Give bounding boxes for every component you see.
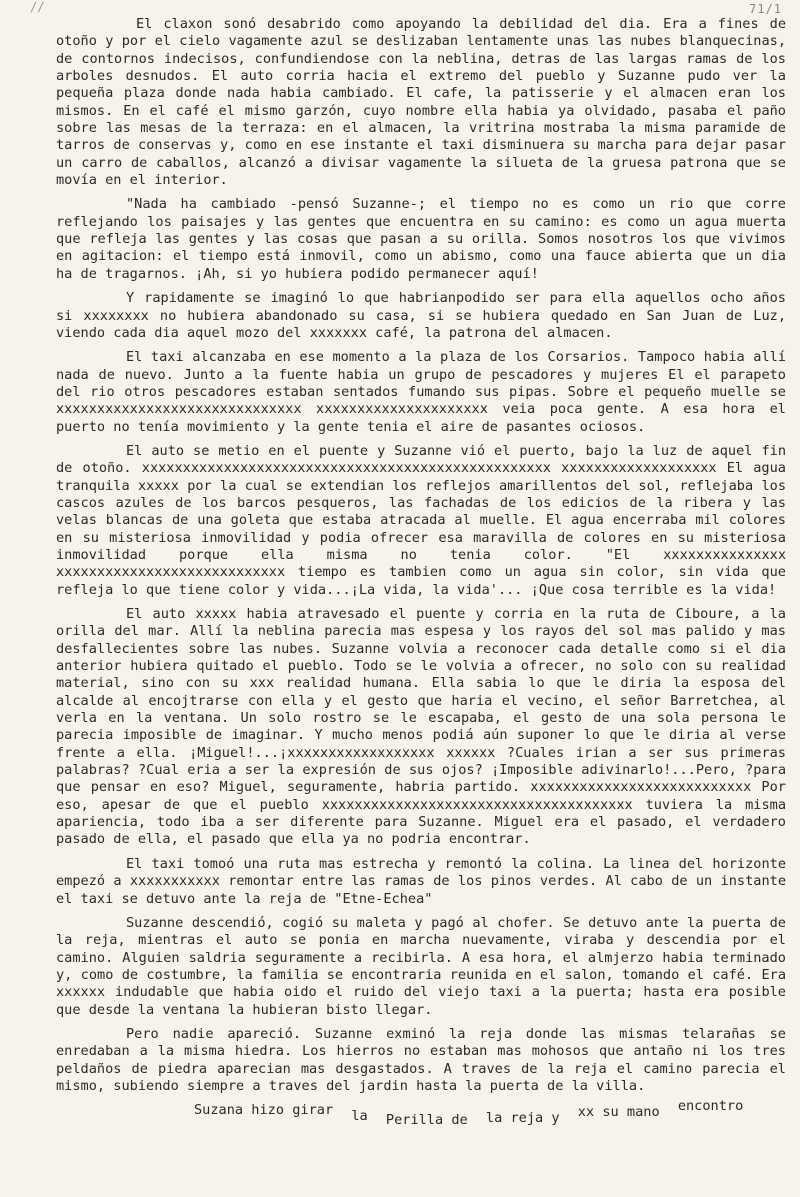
closing-word: encontro <box>677 1098 744 1115</box>
paragraph-8: Suzanne descendió, cogió su maleta y pagó al chofer. Se detuvo ante la puerta de la reja, mientras el auto se ponia en marcha nuevamente, viraba y descendia por el camino. Alguien saldria seguramente a recibirla. A esa hora, el almjerzo habia terminado y, como de costumbre, la familia se encontraria reunida en el salon, tomando el café. Era xxxxxx indudable que habia oido el ruido del viejo taxi a la puerta; hasta era posible que desde la ventana la hubieran bisto llegar. <box>56 914 786 1018</box>
paragraph-9: Pero nadie apareció. Suzanne exminó la reja donde las mismas telarañas se enredaban a la misma hiedra. Los hierros no estaban mas mohosos que antaño ni los tres peldaños de piedra aparecian mas desgastados. A traves de la reja el camino parecia el mismo, subiendo siempre a traves del jardin hasta la puerta de la villa. <box>56 1025 786 1094</box>
corner-mark: // <box>30 0 45 14</box>
paragraph-3: Y rapidamente se imaginó lo que habrianpodido ser para ella aquellos ocho años si xxxxxxxx no hubiera abandonado su casa, si se hubiera quedado en San Juan de Luz, viendo cada dia aquel mozo del xxxxxxx café, la patrona del almacen. <box>56 290 786 341</box>
paragraph-5: El auto se metio en el puente y Suzanne vió el puerto, bajo la luz de aquel fin de otoño. xxxxxxxxxxxxxxxxxxxxxxxxxxxxxxxxxxxxxxxxxxxxxxxxxx xxxxxxxxxxxxxxxxxxx El agua tranquila xxxxx por la cual se extendian los reflejos amarillentos del sol, reflejaba los cascos azules de los barcos pesqueros, las fachadas de los edicios de la ribera y las velas blancas de una goleta que estaba atracada al muelle. El agua encerraba mil colores en su misteriosa inmovilidad y podia ofrecer esa maravilla de colores en su misteriosa inmovilidad porque ella misma no tenia color. "El xxxxxxxxxxxxxxx xxxxxxxxxxxxxxxxxxxxxxxxxxxx tiempo es tambien como un agua sin color, sin vida que refleja lo que tiene color y vida...¡La vida, la vida'... ¡Que cosa terrible es la vida! <box>56 442 786 598</box>
page-number: 71/1 <box>749 2 782 16</box>
paragraph-7: El taxi tomoó una ruta mas estrecha y remontó la colina. La linea del horizonte empezó a xxxxxxxxxxx remontar entre las ramas de los pinos verdes. Al cabo de un instante el taxi se detuvo ante la reja de "Etne-Echea" <box>56 855 786 907</box>
paragraph-2: "Nada ha cambiado -pensó Suzanne-; el tiempo no es como un rio que corre reflejando los paisajes y las gentes que encuentra en su camino: es como un agua muerta que refleja las gentes y las cosas que pasan a su orilla. Somos nosotros los que vivimos en agitacion: el tiempo está inmovil, como un abismo, como una fauce abierta que un dia ha de tragarnos. ¡Ah, si yo hubiera podido permanecer aquí! <box>56 196 786 282</box>
paragraph-6: El auto xxxxx habia atravesado el puente y corria en la ruta de Ciboure, a la orilla del mar. Allí la neblina parecia mas espesa y los rayos del sol mas palido y mas desfallecientes sobre las nubes. Suzanne volvia a reconocer cada detalle como si el dia anterior hubiera quitado el pueblo. Todo se le volvia a ofrecer, no solo con su realidad material, sino con su xxx realidad humana. Ella sabia lo que le diria la esposa del alcalde al encojtrarse con ella y el gesto que haria el vecino, el señor Barretchea, al verla en la ventana. Un solo rostro se le escapaba, el gesto de una sola persona le parecia imposible de imaginar. Y mucho menos podiá aún suponer lo que le diria al verse frente a ella. ¡Miguel!...¡xxxxxxxxxxxxxxxxxx xxxxxx ?Cuales irian a ser sus primeras palabras? ?Cual eria a ser la expresión de sus ojos? ¡Imposible adivinarlo!...Pero, ?para que pensar en eso? Miguel, seguramente, habria partido. xxxxxxxxxxxxxxxxxxxxxxxxxxx Por eso, apesar de que el pueblo xxxxxxxxxxxxxxxxxxxxxxxxxxxxxxxxxxxxxx tuviera la misma apariencia, todo iba a ser diferente para Suzanne. Miguel era el pasado, el verdadero pasado de ella, el pasado que ella ya no podria encontrar. <box>56 606 786 848</box>
closing-word: la <box>351 1108 368 1125</box>
closing-line <box>56 1098 786 1129</box>
paragraph-1: El claxon sonó desabrido como apoyando la debilidad del dia. Era a fines de otoño y por el cielo vagamente azul se deslizaban lentamente unas las nubes blanquecinas, de contornos indecisos, confundiendose con la neblina, detras de las largas ramas de los arboles desnudos. El auto corria hacia el extremo del pueblo y Suzanne pudo ver la pequeña plaza donde nada habia cambiado. El cafe, la patisserie y el almacen eran los mismos. En el café el mismo garzón, cuyo nombre ella habia ya olvidado, pasaba el paño sobre las mesas de la terraza: en el almacen, la vritrina mostraba la misma paramide de tarros de conservas y, como en ese instante el taxi disminuera su marcha para dejar pasar un carro de caballos, alcanzó a divisar vagamente la silueta de la gruesa patrona que se movía en el interior. <box>56 16 786 189</box>
closing-word: xx su mano <box>577 1104 660 1121</box>
paragraph-4: El taxi alcanzaba en ese momento a la plaza de los Corsarios. Tampoco habia allí nada de nuevo. Junto a la fuente habia un grupo de pescadores y mujeres El el parapeto del rio otros pescadores estaban sentados fumando sus pipas. Sobre el pequeño muelle se xxxxxxxxxxxxxxxxxxxxxxxxxxxxxx xxxxxxxxxxxxxxxxxxxxx veia poca gente. A esa hora el puerto no tenía movimiento y la gente tenia el aire de pasantes ociosos. <box>56 349 786 435</box>
closing-word: la reja y <box>485 1110 560 1127</box>
closing-word: Perilla de <box>385 1112 468 1129</box>
manuscript-body <box>56 16 786 1129</box>
closing-word: Suzana hizo girar <box>194 1102 334 1119</box>
